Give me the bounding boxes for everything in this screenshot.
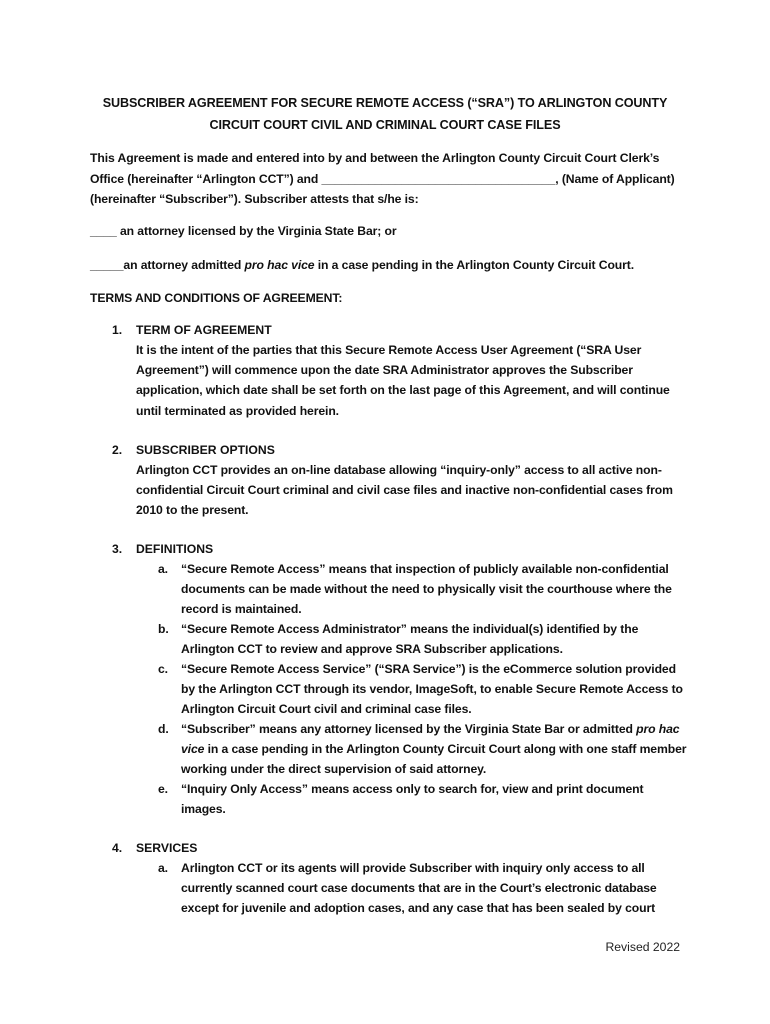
section-2-heading xyxy=(112,440,275,460)
section-1-title: TERM OF AGREEMENT xyxy=(136,323,272,337)
section-4-heading xyxy=(112,838,197,858)
option-pro-hac-vice-em: pro hac vice xyxy=(244,258,315,272)
definition-c xyxy=(158,659,688,720)
definition-d-pre: “Subscriber” means any attorney licensed by the Virginia State Bar or admitted xyxy=(181,722,637,736)
services-a-text: Arlington CCT or its agents will provide Subscriber with inquiry only access to all currently scanned court case documents that are in the Court’s electronic database except for juvenile and adoption cases, and any case that has been sealed by court xyxy=(181,861,657,916)
section-1-body: It is the intent of the parties that this Secure Remote Access User Agreement (“SRA User Agreement”) will commence upon the date SRA Administrator approves the Subscriber application, which date shall be set forth on the last page of this Agreement, and will continue until terminated as provided herein. xyxy=(136,343,670,418)
section-1-heading xyxy=(112,320,272,340)
definition-c-letter: c. xyxy=(158,662,168,676)
definition-e-letter: e. xyxy=(158,782,168,796)
definition-d-letter: d. xyxy=(158,722,169,736)
revision-footer: Revised 2022 xyxy=(605,940,680,954)
definition-a-letter: a. xyxy=(158,562,168,576)
definition-d-post: in a case pending in the Arlington County Circuit Court along with one staff member working under the direct supervision of said attorney. xyxy=(181,742,687,777)
definition-e xyxy=(158,779,688,819)
definition-a xyxy=(158,559,688,620)
definition-e-text: “Inquiry Only Access” means access only to search for, view and print document images. xyxy=(181,782,644,817)
definition-b-letter: b. xyxy=(158,622,169,636)
section-3-title: DEFINITIONS xyxy=(136,542,214,556)
definition-d xyxy=(158,719,688,780)
option-pro-hac-vice-post: in a case pending in the Arlington County Circuit Court. xyxy=(314,258,635,272)
title-line-1: SUBSCRIBER AGREEMENT FOR SECURE REMOTE ACCESS (“SRA”) TO ARLINGTON COUNTY xyxy=(102,96,668,110)
intro-paragraph: This Agreement is made and entered into by and between the Arlington County Circuit Court Clerk’s Office (hereinafter “Arlington CCT”) and ___________________________________, (Name of Applicant) (hereinafter “Subscriber”). Subscriber attests that s/he is: xyxy=(90,151,675,206)
section-4-number: 4. xyxy=(112,841,123,855)
section-2-title: SUBSCRIBER OPTIONS xyxy=(136,443,275,457)
definition-c-text: “Secure Remote Access Service” (“SRA Service”) is the eCommerce solution provided by the Arlington CCT through its vendor, ImageSoft, to enable Secure Remote Access to Arlington Circuit Court civil and criminal case files. xyxy=(181,662,683,717)
section-3-number: 3. xyxy=(112,542,123,556)
section-2-number: 2. xyxy=(112,443,123,457)
option-licensed-attorney: ____ an attorney licensed by the Virginia State Bar; or xyxy=(90,224,397,238)
section-2-body: Arlington CCT provides an on-line database allowing “inquiry-only” access to all active non-confidential Circuit Court criminal and civil case files and inactive non-confidential cases from 2010 to the present. xyxy=(136,463,673,518)
terms-heading: TERMS AND CONDITIONS OF AGREEMENT: xyxy=(90,291,343,305)
definition-b xyxy=(158,619,688,659)
agreement-title xyxy=(90,92,680,136)
definition-b-text: “Secure Remote Access Administrator” means the individual(s) identified by the Arlington CCT to review and approve SRA Subscriber applications. xyxy=(181,622,639,657)
definition-d-text xyxy=(181,719,688,780)
option-pro-hac-vice-pre: _____an attorney admitted xyxy=(90,258,245,272)
title-line-2: CIRCUIT COURT CIVIL AND CRIMINAL COURT CASE FILES xyxy=(209,118,561,132)
section-1-number: 1. xyxy=(112,323,123,337)
definition-d-em: pro hac vice xyxy=(181,722,680,757)
option-pro-hac-vice xyxy=(90,255,690,276)
services-a xyxy=(158,858,688,919)
section-3-heading xyxy=(112,539,213,559)
section-4-title: SERVICES xyxy=(136,841,198,855)
services-a-letter: a. xyxy=(158,861,168,875)
definition-a-text: “Secure Remote Access” means that inspection of publicly available non-confidential documents can be made without the need to physically visit the courthouse where the record is maintained. xyxy=(181,562,672,617)
